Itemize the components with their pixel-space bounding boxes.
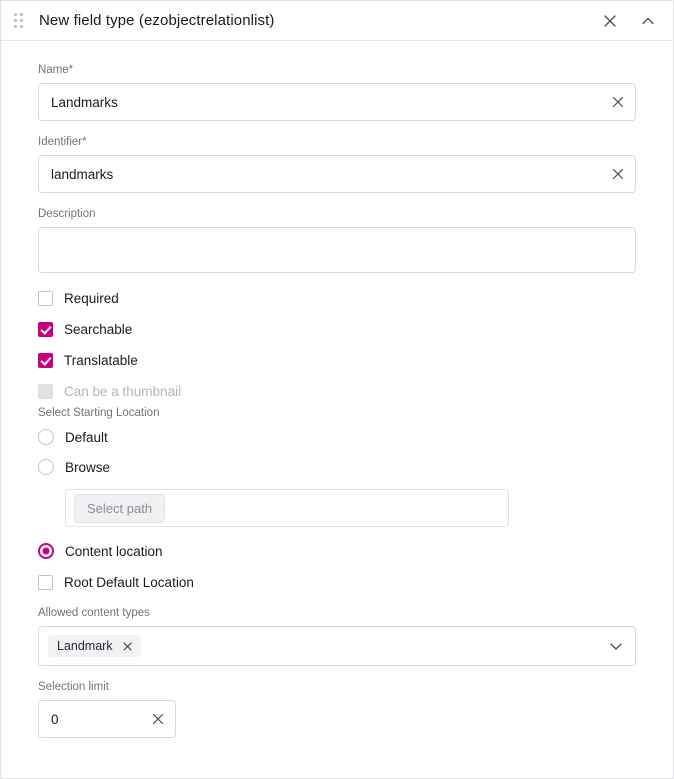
searchable-checkbox[interactable] — [38, 322, 53, 337]
checkbox-row-searchable[interactable] — [38, 322, 636, 337]
description-label: Description — [38, 208, 96, 220]
identifier-field-wrap — [38, 155, 636, 193]
allowed-content-types-select[interactable] — [38, 626, 636, 666]
content-location-radio[interactable] — [38, 543, 54, 559]
selection-limit-label: Selection limit — [38, 681, 109, 693]
translatable-checkbox[interactable] — [38, 353, 53, 368]
default-radio[interactable] — [38, 429, 54, 445]
panel-header — [1, 1, 673, 41]
close-icon[interactable] — [599, 10, 621, 32]
translatable-label: Translatable — [64, 353, 138, 368]
radio-row-browse[interactable] — [38, 459, 636, 475]
root-default-location-checkbox[interactable] — [38, 575, 53, 590]
checkbox-row-thumbnail — [38, 384, 636, 399]
required-checkbox[interactable] — [38, 291, 53, 306]
thumbnail-checkbox — [38, 384, 53, 399]
required-label: Required — [64, 291, 119, 306]
name-field-wrap — [38, 83, 636, 121]
clear-identifier-icon[interactable] — [609, 165, 627, 183]
remove-tag-icon[interactable] — [121, 640, 134, 653]
page-title: New field type (ezobjectrelationlist) — [39, 12, 275, 29]
root-default-location-label: Root Default Location — [64, 575, 194, 590]
chevron-down-icon[interactable] — [608, 638, 624, 654]
name-input[interactable] — [39, 84, 635, 120]
name-label: Name* — [38, 64, 74, 76]
header-actions — [599, 10, 659, 32]
browse-label: Browse — [65, 459, 111, 475]
selection-limit-field-wrap — [38, 700, 176, 738]
checkbox-row-root-default-location[interactable] — [38, 575, 636, 590]
searchable-label: Searchable — [64, 322, 133, 337]
content-location-label: Content location — [65, 543, 163, 559]
default-label: Default — [65, 429, 108, 445]
content-type-tag — [48, 635, 141, 657]
checkbox-row-required[interactable] — [38, 291, 636, 306]
clear-selection-limit-icon[interactable] — [149, 710, 167, 728]
chevron-up-icon[interactable] — [637, 10, 659, 32]
checkbox-row-translatable[interactable] — [38, 353, 636, 368]
radio-row-content-location[interactable] — [38, 543, 636, 559]
panel-body — [1, 41, 673, 738]
description-textarea[interactable] — [38, 227, 636, 273]
starting-location-label: Select Starting Location — [38, 407, 160, 419]
radio-row-default[interactable] — [38, 429, 636, 445]
content-type-tag-label: Landmark — [57, 639, 113, 653]
identifier-label: Identifier* — [38, 136, 87, 148]
identifier-input[interactable] — [39, 156, 635, 192]
allowed-content-types-label: Allowed content types — [38, 607, 150, 619]
clear-name-icon[interactable] — [609, 93, 627, 111]
browse-radio[interactable] — [38, 459, 54, 475]
thumbnail-label: Can be a thumbnail — [64, 384, 182, 399]
select-path-button[interactable]: Select path — [74, 494, 165, 523]
select-path-block — [65, 489, 509, 527]
drag-handle-icon[interactable] — [11, 13, 27, 29]
